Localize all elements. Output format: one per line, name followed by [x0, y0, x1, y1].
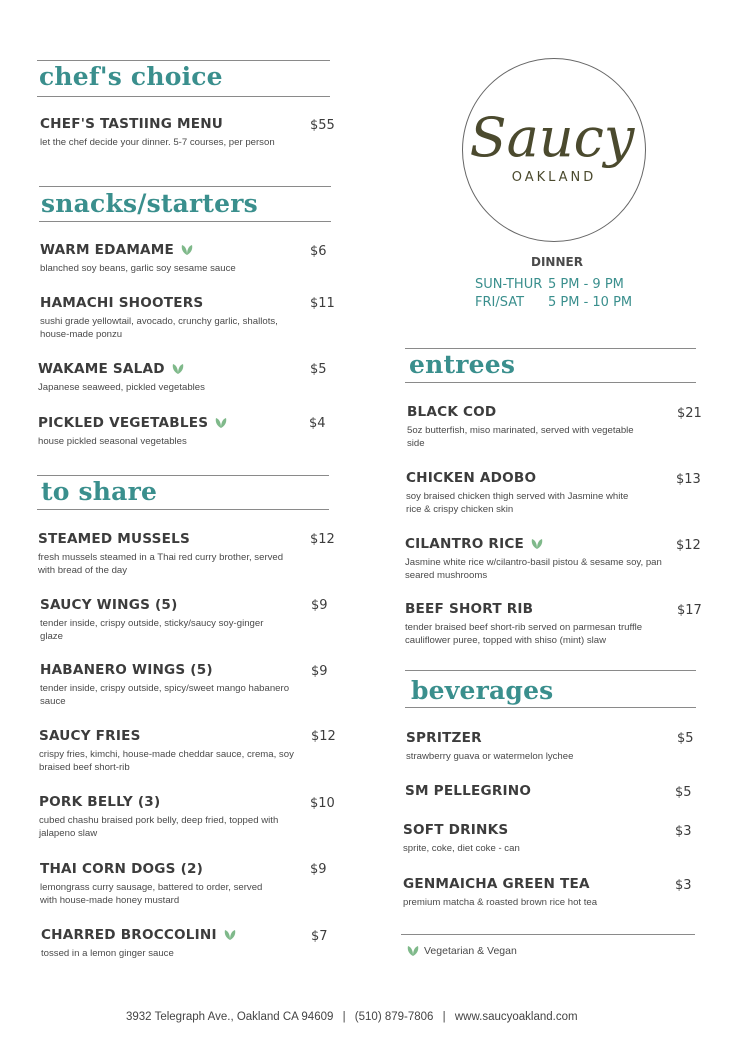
divider: [405, 707, 696, 708]
item-price: $10: [310, 796, 335, 811]
menu-item: [39, 728, 294, 774]
item-name: SAUCY WINGS (5): [40, 597, 178, 613]
footer-separator: |: [342, 1011, 346, 1023]
item-description: lemongrass curry sausage, battered to order, served with house-made honey mustard: [40, 882, 263, 906]
legend-label: Vegetarian & Vegan: [424, 945, 517, 957]
hours-days: FRI/SAT: [475, 295, 525, 310]
item-price: $13: [676, 472, 701, 487]
menu-item: [41, 927, 301, 960]
item-price: $12: [311, 729, 336, 744]
hours-time: 5 PM - 9 PM: [548, 277, 624, 292]
item-price: $7: [311, 929, 328, 944]
section-title-to-share: to share: [41, 477, 158, 506]
item-name: SOFT DRINKS: [403, 822, 509, 838]
item-description: fresh mussels steamed in a Thai red curry brother, served with bread of the day: [38, 552, 284, 576]
footer: [126, 1011, 578, 1023]
logo-script: Saucy: [469, 106, 635, 169]
hours-days: SUN-THUR: [475, 277, 543, 292]
item-description: tender inside, crispy outside, spicy/sweet mango habanero sauce: [40, 683, 290, 707]
item-description: tender inside, crispy outside, sticky/saucy soy-ginger glaze: [40, 618, 264, 642]
menu-item: [405, 536, 665, 582]
menu-item: [403, 876, 663, 909]
item-name: CILANTRO RICE: [405, 536, 525, 552]
item-name: CHICKEN ADOBO: [406, 470, 537, 486]
divider: [401, 934, 695, 935]
item-price: $5: [677, 731, 694, 746]
item-price: $4: [309, 416, 326, 431]
divider: [37, 475, 329, 476]
item-description: cubed chashu braised pork belly, deep fried, topped with jalapeno slaw: [39, 815, 279, 839]
item-description: crispy fries, kimchi, house-made cheddar sauce, crema, soy braised beef short-rib: [39, 749, 294, 773]
dinner-label: DINNER: [531, 255, 583, 269]
leaf-icon: [223, 929, 237, 941]
legend: [406, 945, 517, 957]
logo: [462, 58, 646, 242]
divider: [39, 186, 331, 187]
section-title-entrees: entrees: [409, 350, 516, 379]
item-price: $55: [310, 118, 335, 133]
item-description: let the chef decide your dinner. 5-7 courses, per person: [40, 137, 275, 148]
item-price: $9: [311, 664, 328, 679]
item-name: STEAMED MUSSELS: [38, 531, 190, 547]
item-name: WAKAME SALAD: [38, 361, 165, 377]
menu-item: [407, 404, 637, 450]
menu-item: [38, 531, 293, 577]
item-description: sushi grade yellowtail, avocado, crunchy garlic, shallots, house-made ponzu: [40, 316, 278, 340]
menu-item: [40, 662, 295, 708]
item-price: $12: [676, 538, 701, 553]
item-name: SM PELLEGRINO: [405, 783, 532, 799]
divider: [37, 60, 330, 61]
footer-address: 3932 Telegraph Ave., Oakland CA 94609: [126, 1011, 334, 1023]
divider: [37, 509, 329, 510]
leaf-icon: [214, 417, 228, 429]
menu-item: [38, 415, 298, 448]
menu-item: [40, 242, 300, 275]
item-price: $9: [310, 862, 327, 877]
item-description: blanched soy beans, garlic soy sesame sauce: [40, 263, 236, 274]
item-description: Jasmine white rice w/cilantro-basil pistou & sesame soy, pan seared mushrooms: [405, 557, 662, 581]
divider: [37, 96, 330, 97]
section-title-beverages: beverages: [411, 676, 554, 705]
item-description: tender braised beef short-rib served on parmesan truffle cauliflower puree, topped with shiso (mint) slaw: [405, 622, 643, 646]
item-name: CHARRED BROCCOLINI: [41, 927, 217, 943]
item-price: $11: [310, 296, 335, 311]
item-name: HABANERO WINGS (5): [40, 662, 213, 678]
item-name: HAMACHI SHOOTERS: [40, 295, 204, 311]
item-name: PORK BELLY (3): [39, 794, 161, 810]
item-description: 5oz butterfish, miso marinated, served with vegetable side: [407, 425, 634, 449]
divider: [39, 221, 331, 222]
divider: [405, 348, 696, 349]
item-price: $6: [310, 244, 327, 259]
menu-item: [40, 116, 280, 149]
item-description: Japanese seaweed, pickled vegetables: [38, 382, 205, 393]
item-price: $17: [677, 603, 702, 618]
item-name: WARM EDAMAME: [40, 242, 174, 258]
item-name: CHEF'S TASTIING MENU: [40, 116, 224, 132]
item-price: $21: [677, 406, 702, 421]
menu-item: [406, 470, 646, 516]
item-name: PICKLED VEGETABLES: [38, 415, 209, 431]
item-price: $5: [675, 785, 692, 800]
item-description: tossed in a lemon ginger sauce: [41, 948, 174, 959]
item-name: THAI CORN DOGS (2): [40, 861, 204, 877]
menu-item: [40, 295, 285, 341]
leaf-icon: [406, 945, 420, 957]
item-description: house pickled seasonal vegetables: [38, 436, 187, 447]
menu-item: [40, 597, 270, 643]
menu-item: [405, 783, 645, 799]
menu-item: [403, 822, 643, 855]
menu-item: [40, 861, 280, 907]
item-description: soy braised chicken thigh served with Jasmine white rice & crispy chicken skin: [406, 491, 629, 515]
footer-phone[interactable]: (510) 879-7806: [354, 1011, 434, 1023]
item-name: BEEF SHORT RIB: [405, 601, 534, 617]
item-description: sprite, coke, diet coke - can: [403, 843, 520, 854]
menu-item: [405, 601, 680, 647]
leaf-icon: [171, 363, 185, 375]
item-name: GENMAICHA GREEN TEA: [403, 876, 590, 892]
item-name: SPRITZER: [406, 730, 482, 746]
footer-website[interactable]: www.saucyoakland.com: [454, 1011, 578, 1023]
item-price: $9: [311, 598, 328, 613]
section-title-chefs-choice: chef's choice: [39, 62, 223, 91]
item-name: BLACK COD: [407, 404, 497, 420]
item-name: SAUCY FRIES: [39, 728, 141, 744]
item-description: strawberry guava or watermelon lychee: [406, 751, 574, 762]
item-price: $5: [310, 362, 327, 377]
item-price: $3: [675, 824, 692, 839]
menu-item: [38, 361, 298, 394]
divider: [405, 382, 696, 383]
item-price: $3: [675, 878, 692, 893]
item-description: premium matcha & roasted brown rice hot tea: [403, 897, 598, 908]
hours-time: 5 PM - 10 PM: [548, 295, 633, 310]
divider: [405, 670, 696, 671]
menu-item: [39, 794, 279, 840]
item-price: $12: [310, 532, 335, 547]
leaf-icon: [530, 538, 544, 550]
section-title-snacks-starters: snacks/starters: [41, 189, 258, 218]
menu-item: [406, 730, 646, 763]
footer-separator: |: [442, 1011, 446, 1023]
leaf-icon: [180, 244, 194, 256]
logo-city: OAKLAND: [511, 170, 597, 185]
